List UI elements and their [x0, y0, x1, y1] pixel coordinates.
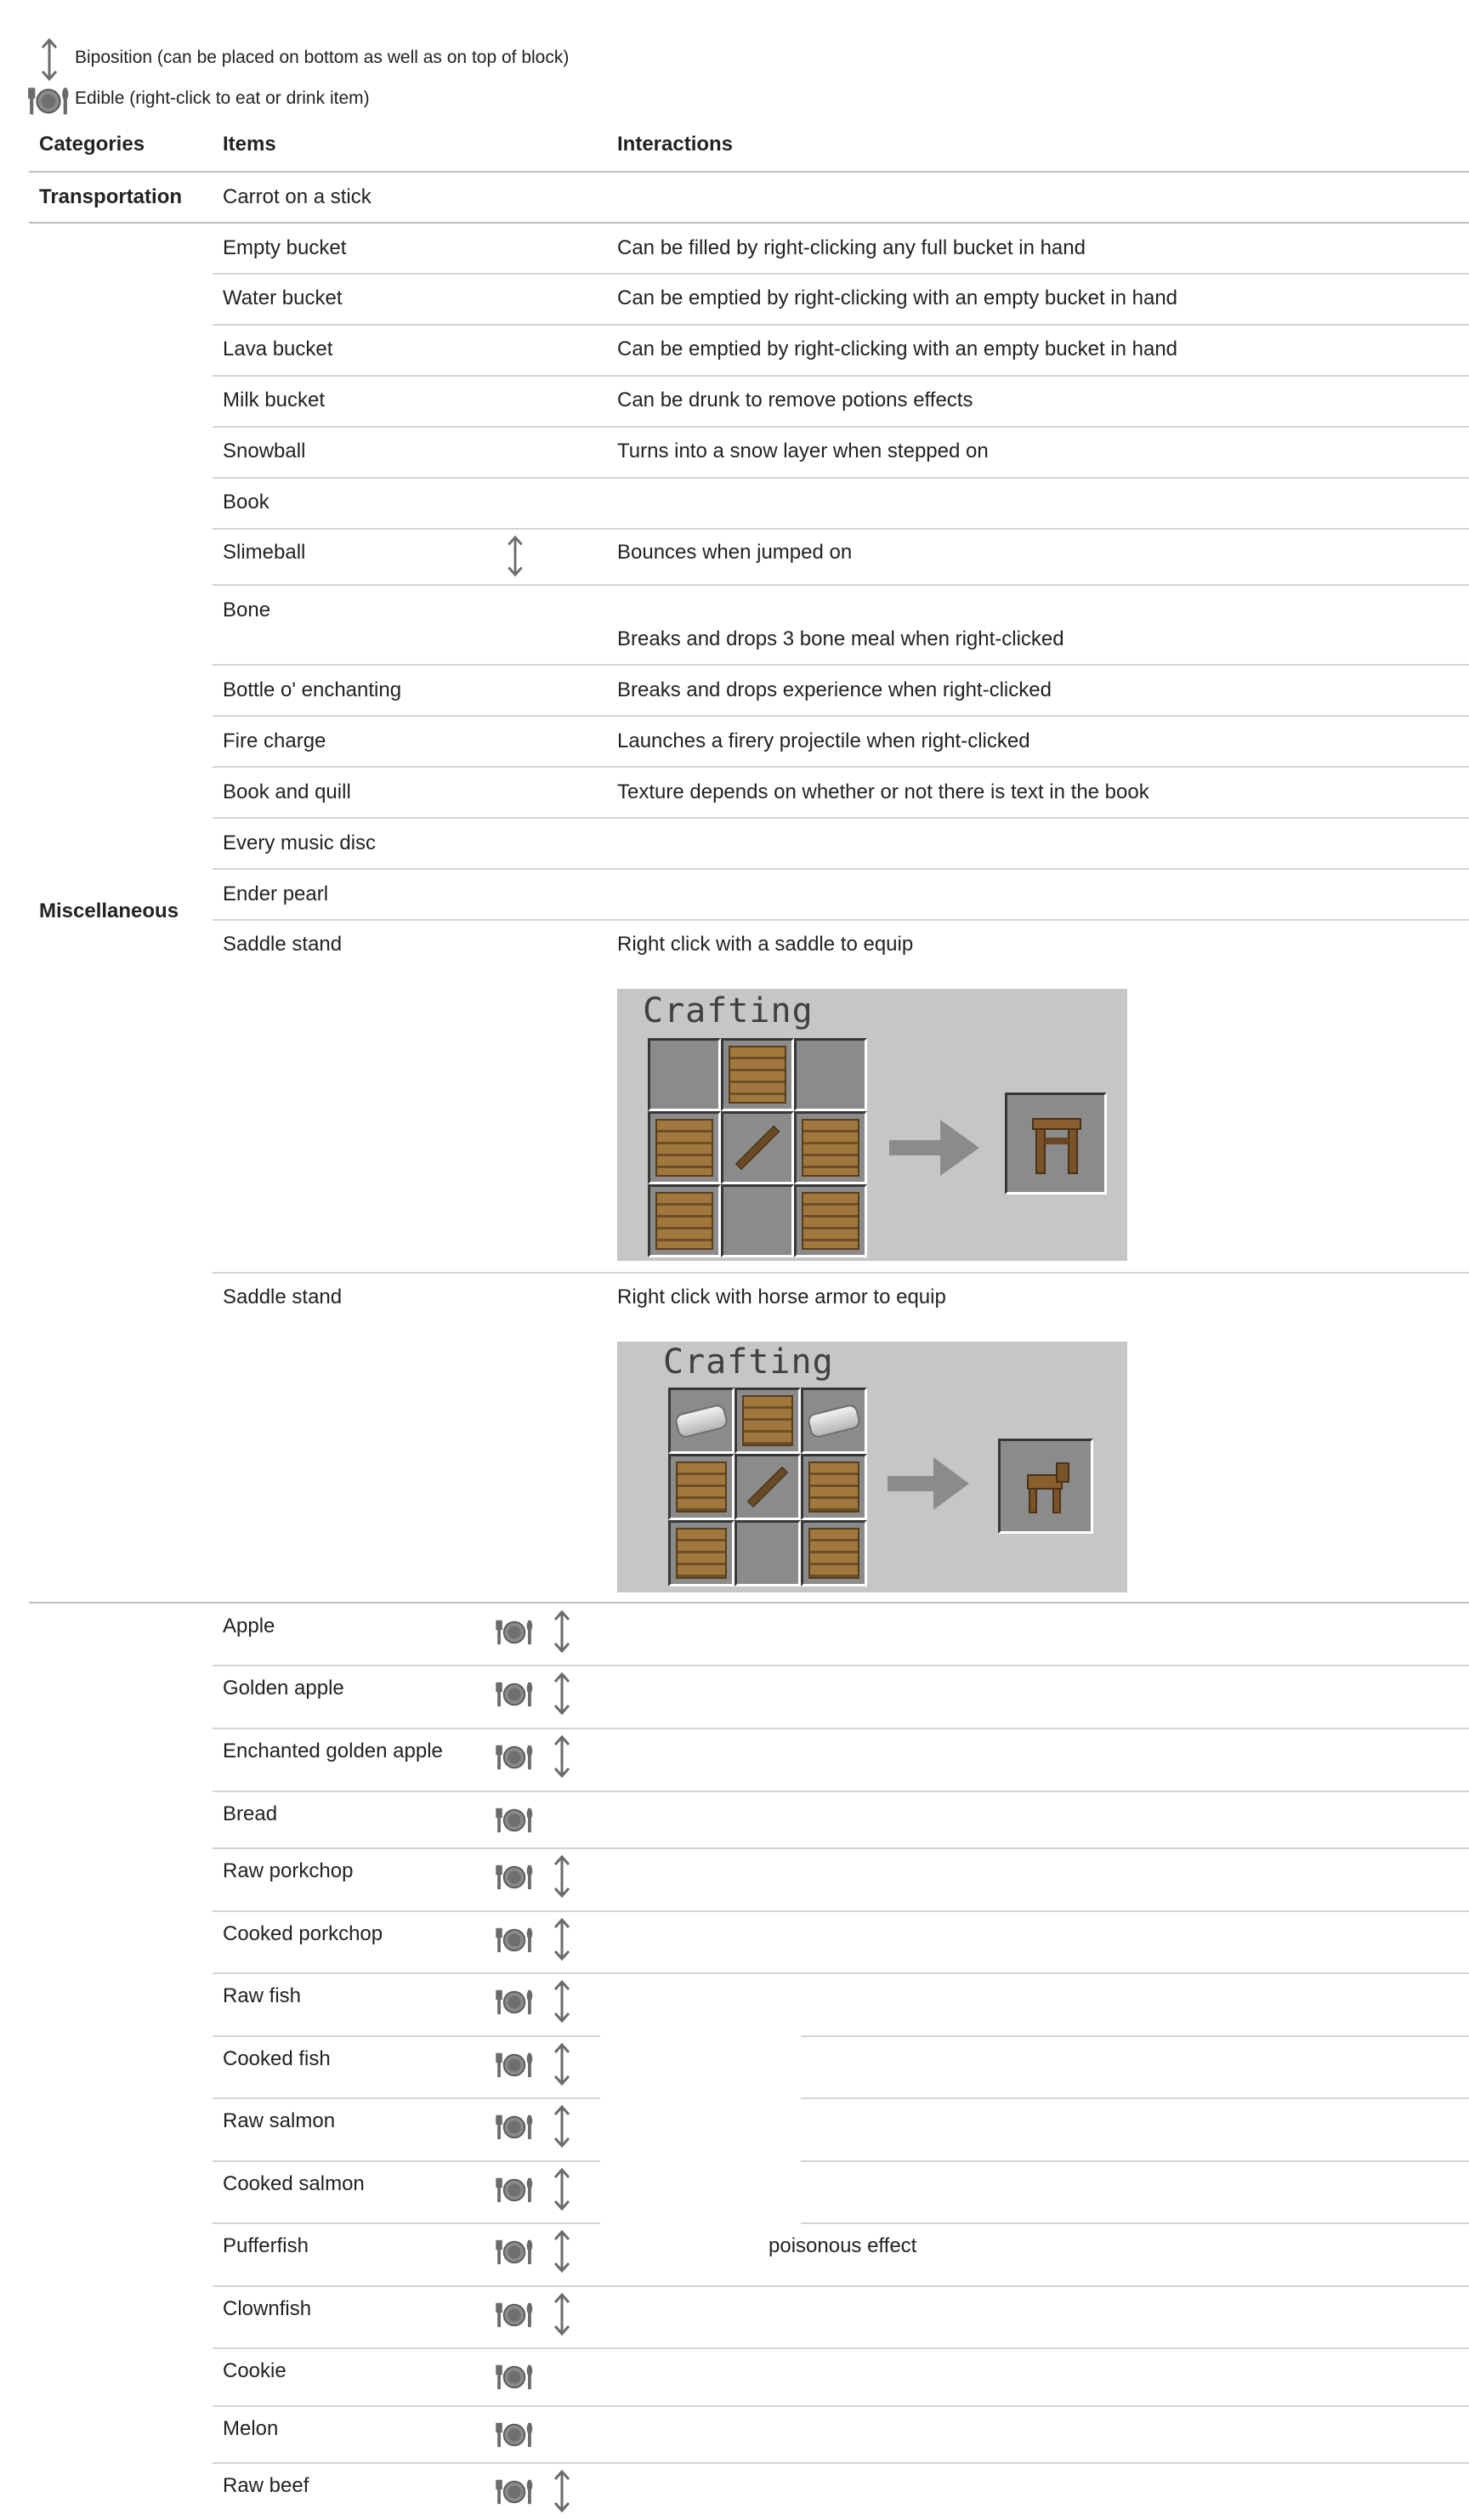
item-empty-bucket: Empty bucket [223, 236, 347, 259]
interaction-fire-charge: Launches a firery projectile when right-clicked [617, 729, 1030, 752]
crafting-output-slot [1005, 1093, 1107, 1195]
biposition-icon [552, 1671, 572, 1716]
item-book-and-quill: Book and quill [223, 780, 351, 803]
biposition-icon [552, 1854, 572, 1899]
header-interactions: Interactions [617, 133, 734, 156]
edible-icon [495, 1743, 534, 1772]
edible-icon [495, 2051, 534, 2080]
item-fire-charge: Fire charge [223, 729, 326, 752]
crafting-slot [794, 1038, 867, 1111]
crafting-recipe-saddle-stand [617, 989, 1127, 1261]
category-transportation: Transportation [39, 185, 183, 208]
crafting-slot [794, 1111, 867, 1184]
biposition-icon [552, 1609, 572, 1654]
interaction-saddle-stand: Right click with a saddle to equip [617, 933, 914, 956]
food-item-label: Enchanted golden apple [223, 1740, 443, 1762]
oak-plank-icon [676, 1528, 727, 1579]
header-divider [29, 171, 1469, 173]
row-divider [213, 2035, 1469, 2037]
edible-legend-icon [27, 85, 70, 117]
crafting-slot [721, 1184, 794, 1257]
iron-ingot-icon [673, 1403, 729, 1439]
crafting-slot [668, 1454, 734, 1520]
biposition-legend-text: Biposition (can be placed on bottom as well as on top of block) [75, 48, 570, 67]
horse-armor-stand-icon [1016, 1456, 1077, 1518]
oak-plank-icon [729, 1046, 786, 1104]
row-divider [213, 1272, 1469, 1274]
interaction-empty-bucket: Can be filled by right-clicking any full bucket in hand [617, 236, 1086, 259]
item-every-music-disc: Every music disc [223, 831, 377, 854]
food-item-label: Raw beef [223, 2474, 309, 2497]
crafting-slot [648, 1111, 721, 1184]
food-item-label: Clownfish [223, 2297, 312, 2320]
interaction-book-and-quill: Texture depends on whether or not there is text in the book [617, 780, 1149, 803]
row-divider [213, 1910, 1469, 1912]
crafting-slot [721, 1111, 794, 1184]
crafting-slot [801, 1520, 867, 1586]
biposition-icon [552, 1917, 572, 1961]
food-item-label: Golden apple [223, 1677, 344, 1700]
row-divider [213, 1728, 1469, 1729]
row-divider [213, 584, 1469, 586]
oak-plank-icon [802, 1119, 859, 1177]
edible-icon [495, 2477, 534, 2506]
item-bottle-o-enchanting: Bottle o' enchanting [223, 678, 402, 701]
row-divider [213, 2285, 1469, 2287]
edible-icon [495, 1863, 534, 1892]
oak-plank-icon [676, 1461, 727, 1513]
food-item-label: Raw fish [223, 1984, 302, 2007]
iron-ingot-icon [806, 1403, 862, 1439]
row-divider [213, 715, 1469, 717]
crafting-slot [734, 1454, 801, 1520]
interaction-lava-bucket: Can be emptied by right-clicking with an empty bucket in hand [617, 338, 1178, 360]
crafting-slot [801, 1388, 867, 1454]
section-divider [29, 1602, 1469, 1603]
row-divider [213, 919, 1469, 921]
biposition-icon [552, 1979, 572, 2023]
item-water-bucket: Water bucket [223, 287, 343, 309]
row-divider [213, 664, 1469, 666]
interaction-snowball: Turns into a snow layer when stepped on [617, 440, 989, 463]
oak-plank-icon [808, 1461, 859, 1513]
crafting-slot [794, 1184, 867, 1257]
food-item-label: Cooked porkchop [223, 1922, 383, 1945]
interaction-bone: Breaks and drops 3 bone meal when right-clicked [617, 627, 1064, 650]
biposition-legend-icon [39, 37, 60, 82]
crafting-slot [668, 1520, 734, 1586]
food-item-label: Raw porkchop [223, 1859, 354, 1882]
food-item-label: Cooked fish [223, 2047, 331, 2070]
edible-legend-text: Edible (right-click to eat or drink item) [75, 88, 370, 108]
item-bone: Bone [223, 599, 271, 621]
blank-region [600, 2097, 736, 2178]
row-divider [213, 528, 1469, 530]
edible-icon [495, 1926, 534, 1955]
row-divider [213, 477, 1469, 479]
oak-plank-icon [655, 1192, 713, 1250]
row-divider [213, 2405, 1469, 2407]
edible-icon [495, 2176, 534, 2205]
crafting-title: Crafting [643, 991, 814, 1030]
edible-icon [495, 1988, 534, 2017]
arrow-right-icon [888, 1456, 973, 1512]
edible-icon [495, 1680, 534, 1709]
item-slimeball: Slimeball [223, 541, 306, 564]
row-divider [213, 2097, 1469, 2099]
biposition-icon [552, 2104, 572, 2148]
item-snowball: Snowball [223, 440, 306, 463]
biposition-icon [552, 2292, 572, 2336]
category-divider [29, 222, 1469, 224]
item-milk-bucket: Milk bucket [223, 389, 326, 411]
row-divider [213, 324, 1469, 326]
row-divider [213, 1972, 1469, 1974]
biposition-icon [552, 2229, 572, 2273]
interaction-water-bucket: Can be emptied by right-clicking with an empty bucket in hand [617, 287, 1178, 309]
header-categories: Categories [39, 133, 145, 156]
edible-icon [495, 1618, 534, 1647]
crafting-output-slot [998, 1439, 1093, 1534]
row-divider [213, 2160, 1469, 2162]
saddle-stand-icon [1026, 1112, 1087, 1177]
biposition-icon [552, 2042, 572, 2086]
row-divider [213, 1665, 1469, 1666]
row-divider [213, 2347, 1469, 2349]
item-lava-bucket: Lava bucket [223, 338, 333, 360]
oak-plank-icon [742, 1395, 793, 1446]
crafting-slot [668, 1388, 734, 1454]
edible-icon [495, 1806, 534, 1835]
oak-plank-icon [655, 1119, 713, 1177]
interaction-milk-bucket: Can be drunk to remove potions effects [617, 389, 973, 411]
category-miscellaneous: Miscellaneous [39, 900, 179, 922]
edible-icon [495, 2113, 534, 2142]
row-divider [213, 1847, 1469, 1849]
interaction-bottle-o-enchanting: Breaks and drops experience when right-clicked [617, 678, 1052, 701]
crafting-recipe-horse-armor-stand [617, 1342, 1127, 1592]
row-divider [213, 817, 1469, 819]
crafting-slot [801, 1454, 867, 1520]
row-divider [213, 868, 1469, 870]
biposition-icon [552, 2167, 572, 2211]
edible-icon [495, 2421, 534, 2449]
edible-icon [495, 2301, 534, 2330]
biposition-icon [552, 2469, 572, 2513]
interaction-slimeball: Bounces when jumped on [617, 541, 853, 564]
crafting-slot [734, 1388, 801, 1454]
food-item-label: Bread [223, 1802, 278, 1825]
crafting-slot [648, 1038, 721, 1111]
item-saddle-stand: Saddle stand [223, 933, 343, 956]
interaction-saddle-stand: Right click with horse armor to equip [617, 1286, 946, 1308]
item-carrot-on-a-stick: Carrot on a stick [223, 185, 372, 208]
biposition-icon [552, 1734, 572, 1779]
row-divider [213, 2222, 1469, 2224]
food-item-label: Cooked salmon [223, 2172, 365, 2195]
row-divider [213, 375, 1469, 377]
header-items: Items [223, 133, 276, 156]
row-divider [213, 1791, 1469, 1792]
food-item-label: Melon [223, 2417, 279, 2440]
food-item-label: Apple [223, 1615, 275, 1637]
food-interaction: poisonous effect [769, 2234, 917, 2257]
oak-plank-icon [802, 1192, 859, 1250]
food-item-label: Pufferfish [223, 2234, 309, 2257]
oak-plank-icon [808, 1528, 859, 1579]
edible-icon [495, 2238, 534, 2267]
crafting-title: Crafting [663, 1342, 834, 1382]
row-divider [213, 766, 1469, 768]
food-item-label: Cookie [223, 2359, 286, 2382]
stick-icon [747, 1467, 788, 1507]
item-book: Book [223, 491, 269, 514]
arrow-right-icon [889, 1118, 983, 1178]
edible-icon [495, 2363, 534, 2392]
crafting-slot [734, 1520, 801, 1586]
item-ender-pearl: Ender pearl [223, 883, 329, 905]
item-saddle-stand: Saddle stand [223, 1286, 343, 1308]
row-divider [213, 273, 1469, 275]
food-item-label: Raw salmon [223, 2109, 336, 2132]
row-divider [213, 426, 1469, 428]
biposition-icon [505, 535, 525, 577]
crafting-slot [721, 1038, 794, 1111]
crafting-slot [648, 1184, 721, 1257]
stick-icon [735, 1126, 780, 1171]
row-divider [213, 2462, 1469, 2464]
